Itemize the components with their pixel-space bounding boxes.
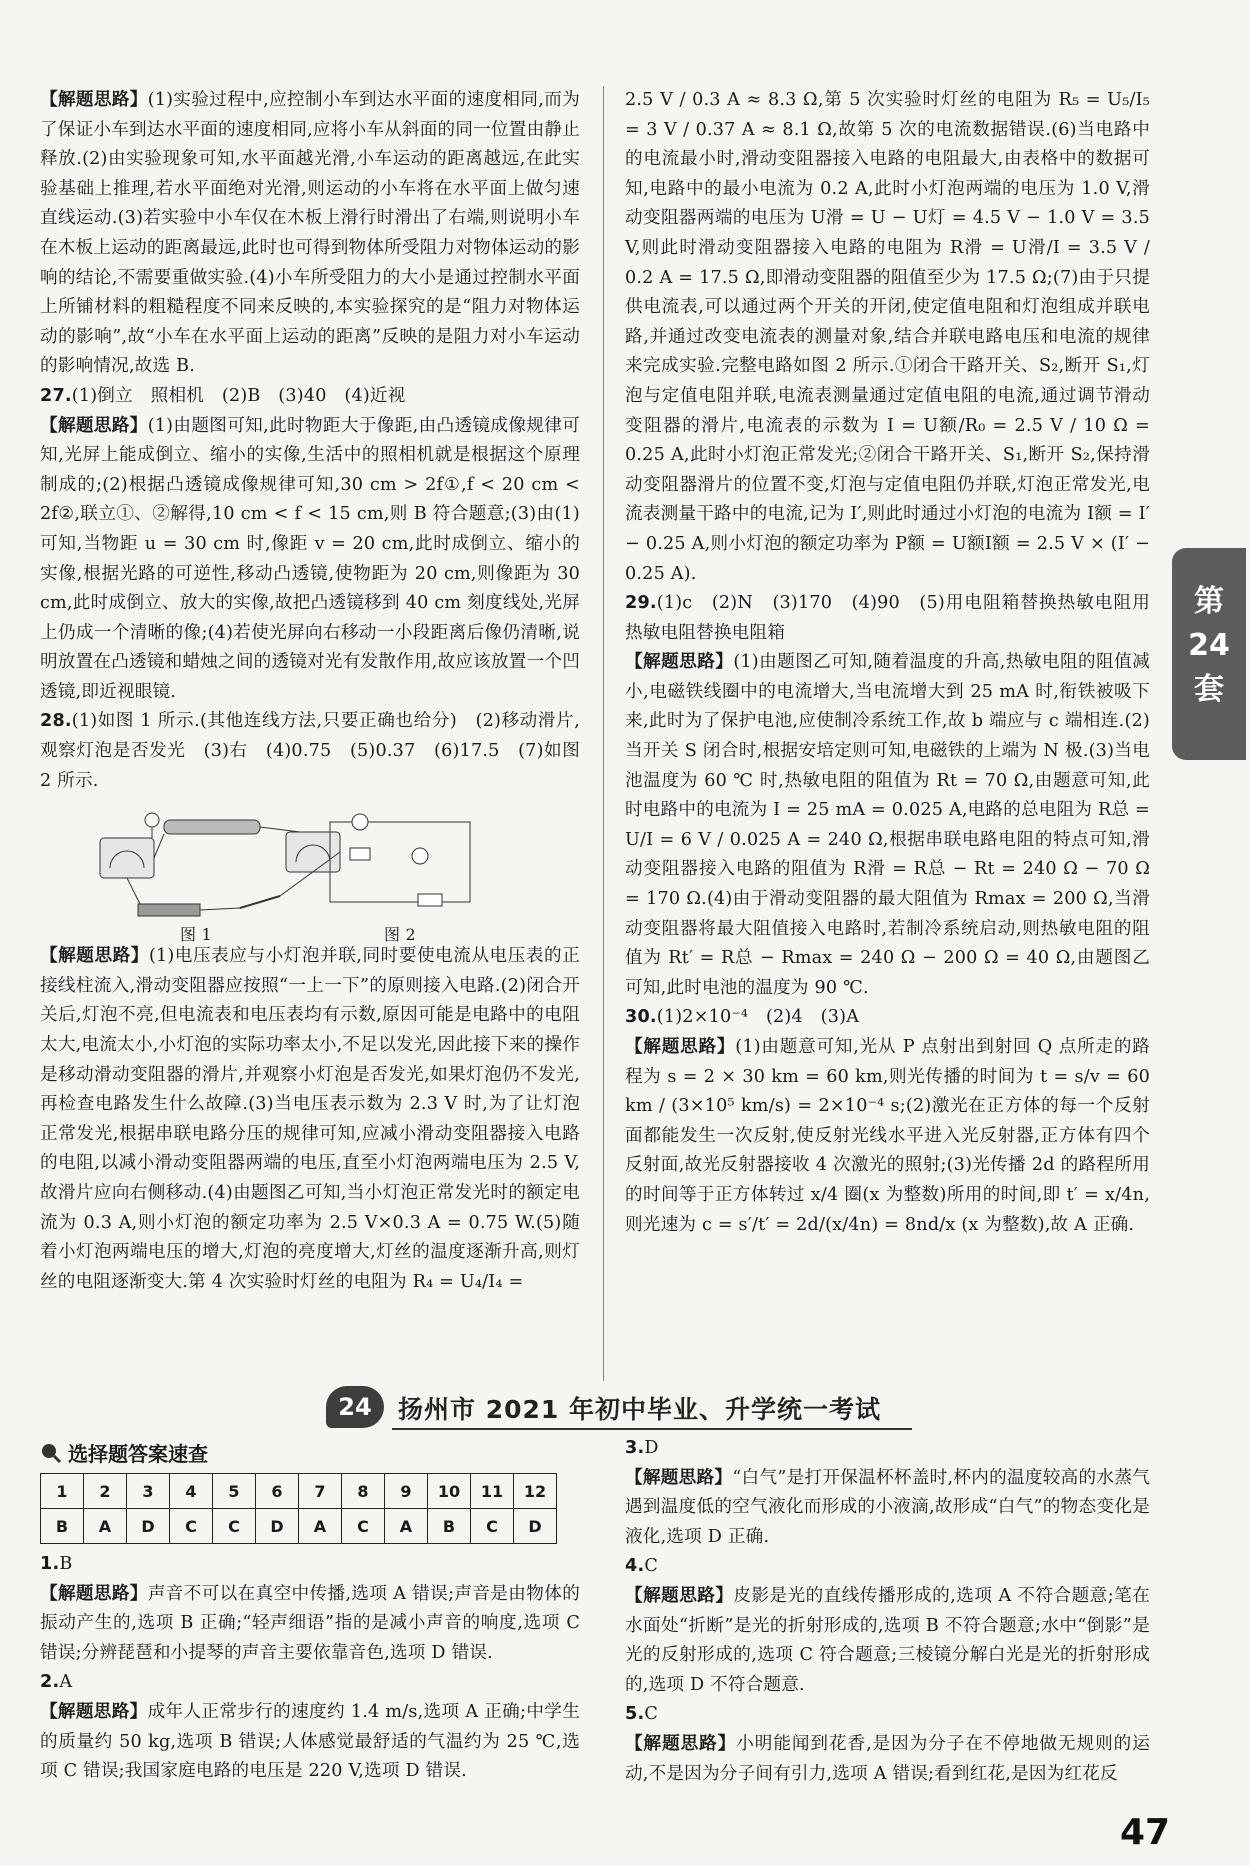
q1-answer: 1.B (40, 1554, 73, 1574)
answer-letter-cell: C (471, 1509, 514, 1544)
answer-letter-cell: B (428, 1509, 471, 1544)
answer-number-cell: 10 (428, 1474, 471, 1509)
answer-letter-cell: D (127, 1509, 170, 1544)
page-number: 47 (1120, 1812, 1171, 1853)
answer-letter-cell: C (342, 1509, 385, 1544)
q30-analysis: 【解题思路】(1)由题意可知,光从 P 点射出到射回 Q 点所走的路程为 s = 2 × 30 km = 60 km,则光传播的时间为 t = s/v = 60 km / (3×10⁵ km/s) = 2×10⁻⁴ s;(2)激光在正方体的每一个反射面都能发生一次反射,使反射光线水平进入光反射器,正方体有四个反射面,故光反射器接收 4 次激光的照射;(3)光传播 2d 的路程所用的时间等于正方体转过 x/4 圈(x 为整数)所用的时间,即 t′ = x/4n,则光速为 c = s′/t′ = 2d/(x/4n) = 8nd/x (x 为整数),故 A 正确. (625, 1037, 1151, 1235)
fig2-caption: 图 2 (384, 925, 416, 945)
answer-number-cell: 4 (170, 1474, 213, 1509)
answer-number-cell: 1 (41, 1474, 84, 1509)
answer-number-cell: 8 (342, 1474, 385, 1509)
q3-analysis: 【解题思路】“白气”是打开保温杯杯盖时,杯内的温度较高的水蒸气遇到温度低的空气液化而形成的小液滴,故形成“白气”的物态变化是液化,选项 D 正确. (625, 1467, 1150, 1547)
section-underline (392, 1428, 912, 1430)
answer-letter-cell: C (213, 1509, 256, 1544)
q2-answer: 2.A (40, 1672, 73, 1693)
q27-analysis: 【解题思路】(1)由题图可知,此时物距大于像距,由凸透镜成像规律可知,光屏上能成倒立、缩小的实像,生活中的照相机就是根据这个原理制成的;(2)根据凸透镜成像规律可知,30 cm > 2f①,f < 20 cm < 2f②,联立①、②解得,10 cm < f < 15 cm,则 B 符合题意;(3)由(1)可知,当物距 u = 30 cm 时,像距 v = 20 cm,此时成倒立、缩小的实像,根据光路的可逆性,移动凸透镜,使物距为 20 cm,则像距为 30 cm,此时成倒立、放大的实像,故把凸透镜移到 40 cm 刻度线处,光屏上仍成一个清晰的像;(4)若使光屏向右移动一小段距离后像仍清晰,说明放置在凸透镜和蜡烛之间的透镜对光有发散作用,故应该放置一个凹透镜,即近视眼镜. (40, 415, 580, 702)
q4-answer: 4.C (625, 1556, 658, 1577)
answer-number-row (41, 1474, 557, 1509)
q2-analysis: 【解题思路】成年人正常步行的速度约 1.4 m/s,选项 A 正确;中学生的质量约 50 kg,选项 B 错误;人体感觉最舒适的气温约为 25 ℃,选项 C 错误;我国家庭电路的电压是 220 V,选项 D 错误. (40, 1701, 581, 1782)
q5-answer: 5.C (625, 1704, 658, 1725)
q5-analysis: 【解题思路】小明能闻到花香,是因为分子在不停地做无规则的运动,不是因为分子间有引力,选项 A 错误;看到红花,是因为红花反 (625, 1733, 1150, 1784)
left-column (40, 86, 580, 1297)
q28-answer: 28.(1)如图 1 所示.(其他连线方法,只要正确也给分) (2)移动滑片,观察灯泡是否发光 (3)右 (4)0.75 (5)0.37 (6)17.5 (7)如图 2 所示. (40, 711, 580, 791)
section-title: 扬州市 2021 年初中毕业、升学统一考试 (398, 1395, 881, 1424)
quick-check-title: 选择题答案速查 (40, 1438, 208, 1467)
bottom-right-column (625, 1434, 1150, 1789)
answer-number-cell: 3 (127, 1474, 170, 1509)
answer-table (40, 1473, 557, 1544)
answer-letter-row (41, 1509, 557, 1544)
q30-answer: 30.(1)2×10⁻⁴ (2)4 (3)A (625, 1007, 860, 1028)
q26-analysis: 【解题思路】(1)实验过程中,应控制小车到达水平面的速度相同,而为了保证小车到达水平面的速度相同,应将小车从斜面的同一位置由静止释放.(2)由实验现象可知,水平面越光滑,小车运动的距离越远,在此实验基础上推理,若水平面绝对光滑,则运动的小车将在水平面上做匀速直线运动.(3)若实验中小车仅在木板上滑行时滑出了右端,则说明小车在木板上运动的距离最远,此时也可得到物体所受阻力对物体运动的影响的结论,不需要重做实验.(4)小车所受阻力的大小是通过控制水平面上所铺材料的粗糙程度不同来反映的,本实验探究的是“阻力对物体运动的影响”,故“小车在水平面上运动的距离”反映的是阻力对小车运动的影响情况,故选 B. (40, 90, 580, 377)
answer-number-cell: 5 (213, 1474, 256, 1509)
fig1-caption: 图 1 (180, 925, 212, 945)
q29-analysis: 【解题思路】(1)由题图乙可知,随着温度的升高,热敏电阻的阻值减小,电磁铁线圈中的电流增大,当电流增大到 25 mA 时,衔铁被吸下来,此时为了保护电池,应使制冷系统工作,故 b 端应与 c 端相连.(2)当开关 S 闭合时,根据安培定则可知,电磁铁的上端为 N 极.(3)当电池温度为 60 ℃ 时,热敏电阻的阻值为 Rt = 70 Ω,由题意可知,此时电路中的电流为 I = 25 mA = 0.025 A,电路的总电阻为 R总 = U/I = 6 V / 0.025 A = 240 Ω,根据串联电路电阻的特点可知,滑动变阻器接入电路的阻值为 R滑 = R总 − Rt = 240 Ω − 70 Ω = 170 Ω.(4)由于滑动变阻器的最大阻值为 Rmax = 200 Ω,当滑动变阻器将最大阻值接入电路时,若制冷系统启动,则热敏电阻的阻值为 Rt′ = R总 − Rmax = 240 Ω − 200 Ω = 40 Ω,由题图乙可知,此时电池的温度为 90 ℃. (625, 652, 1151, 998)
answer-number-cell: 2 (84, 1474, 127, 1509)
q4-analysis: 【解题思路】皮影是光的直线传播形成的,选项 A 不符合题意;笔在水面处“折断”是光的折射形成的,选项 B 不符合题意;水中“倒影”是光的反射形成的,选项 C 符合题意;三棱镜分解白光是光的折射形成的,选项 D 不符合题意. (625, 1585, 1151, 1695)
q1-analysis: 【解题思路】声音不可以在真空中传播,选项 A 错误;声音是由物体的振动产生的,选项 B 正确;“轻声细语”指的是减小声音的响度,选项 C 错误;分辨琵琶和小提琴的声音主要依靠音色,选项 D 错误. (40, 1583, 580, 1663)
section-badge: 24 (326, 1386, 384, 1428)
answer-letter-cell: A (84, 1509, 127, 1544)
answer-number-cell: 7 (299, 1474, 342, 1509)
answer-letter-cell: A (385, 1509, 428, 1544)
answer-letter-cell: D (256, 1509, 299, 1544)
answer-number-cell: 11 (471, 1474, 514, 1509)
answer-letter-cell: D (514, 1509, 557, 1544)
q28-analysis: 【解题思路】(1)电压表应与小灯泡并联,同时要使电流从电压表的正接线柱流入,滑动变阻器应按照“一上一下”的原则接入电路.(2)闭合开关后,灯泡不亮,但电流表和电压表均有示数,原因可能是电路中的电阻太大,电流太小,小灯泡的实际功率太小,不足以发光,因此接下来的操作是移动滑动变阻器的滑片,并观察小灯泡是否发光,如果灯泡仍不发光,再检查电路发生什么故障.(3)当电压表示数为 2.3 V 时,为了让灯泡正常发光,根据串联电路分压的规律可知,应减小滑动变阻器接入电路的电阻,以减小滑动变阻器两端的电压,直至小灯泡两端电压为 2.5 V,故滑片应向右侧移动.(4)由题图乙可知,当小灯泡正常发光时的额定电流为 0.3 A,则小灯泡的额定功率为 2.5 V×0.3 A = 0.75 W.(5)随着小灯泡两端电压的增大,灯泡的亮度增大,灯丝的温度逐渐升高,则灯丝的电阻逐渐变大.第 4 次实验时灯丝的电阻为 R₄ = U₄/I₄ = (40, 946, 581, 1292)
circuit-diagram-1 (40, 800, 580, 940)
answer-number-cell: 6 (256, 1474, 299, 1509)
side-tab: 第 24 套 (1172, 548, 1246, 760)
answer-letter-cell: C (170, 1509, 213, 1544)
q27-answer: 27.(1)倒立 照相机 (2)B (3)40 (4)近视 (40, 385, 406, 406)
section-banner (326, 1384, 926, 1432)
answer-letter-cell: B (41, 1509, 84, 1544)
answer-letter-cell: A (299, 1509, 342, 1544)
answer-number-cell: 9 (385, 1474, 428, 1509)
q29-answer: 29.(1)c (2)N (3)170 (4)90 (5)用电阻箱替换热敏电阻用热敏电阻替换电阻箱 (625, 593, 1150, 643)
q3-answer: 3.D (625, 1438, 659, 1458)
answer-number-cell: 12 (514, 1474, 557, 1509)
circuit-diagram-2 (320, 808, 480, 918)
column-divider (603, 86, 604, 1381)
right-column (625, 86, 1150, 1240)
magnifier-icon (40, 1442, 62, 1464)
q28-analysis-continued: 2.5 V / 0.3 A ≈ 8.3 Ω,第 5 次实验时灯丝的电阻为 R₅ = U₅/I₅ = 3 V / 0.37 A ≈ 8.1 Ω,故第 5 次的电流数据错误.(6)当电路中的电流最小时,滑动变阻器接入电路的电阻最大,由表格中的数据可知,电路中的最小电流为 0.2 A,此时小灯泡两端的电压为 1.0 V,滑动变阻器两端的电压为 U滑 = U − U灯 = 4.5 V − 1.0 V = 3.5 V,则此时滑动变阻器接入电路的电阻为 R滑 = U滑/I = 3.5 V / 0.2 A = 17.5 Ω,即滑动变阻器的阻值至少为 17.5 Ω;(7)由于只提供电流表,可以通过两个开关的开闭,使定值电阻和灯泡组成并联电路,并通过改变电流表的测量对象,结合并联电路电压和电流的规律来完成实验.完整电路如图 2 所示.①闭合干路开关、S₂,断开 S₁,灯泡与定值电阻并联,电流表测量通过定值电阻的电流,通过调节滑动变阻器的滑片,电流表的示数为 I = U额/R₀ = 2.5 V / 10 Ω = 0.25 A,此时小灯泡正常发光;②闭合干路开关、S₁,断开 S₂,保持滑动变阻器滑片的位置不变,灯泡与定值电阻仍并联,灯泡正常发光,电流表测量干路中的电流,记为 I′,则此时通过小灯泡的电流为 I额 = I′ − 0.25 A,则小灯泡的额定功率为 P额 = U额I额 = 2.5 V × (I′ − 0.25 A). (625, 90, 1150, 584)
bottom-left-column (40, 1550, 580, 1787)
circuit-figures (40, 800, 580, 945)
